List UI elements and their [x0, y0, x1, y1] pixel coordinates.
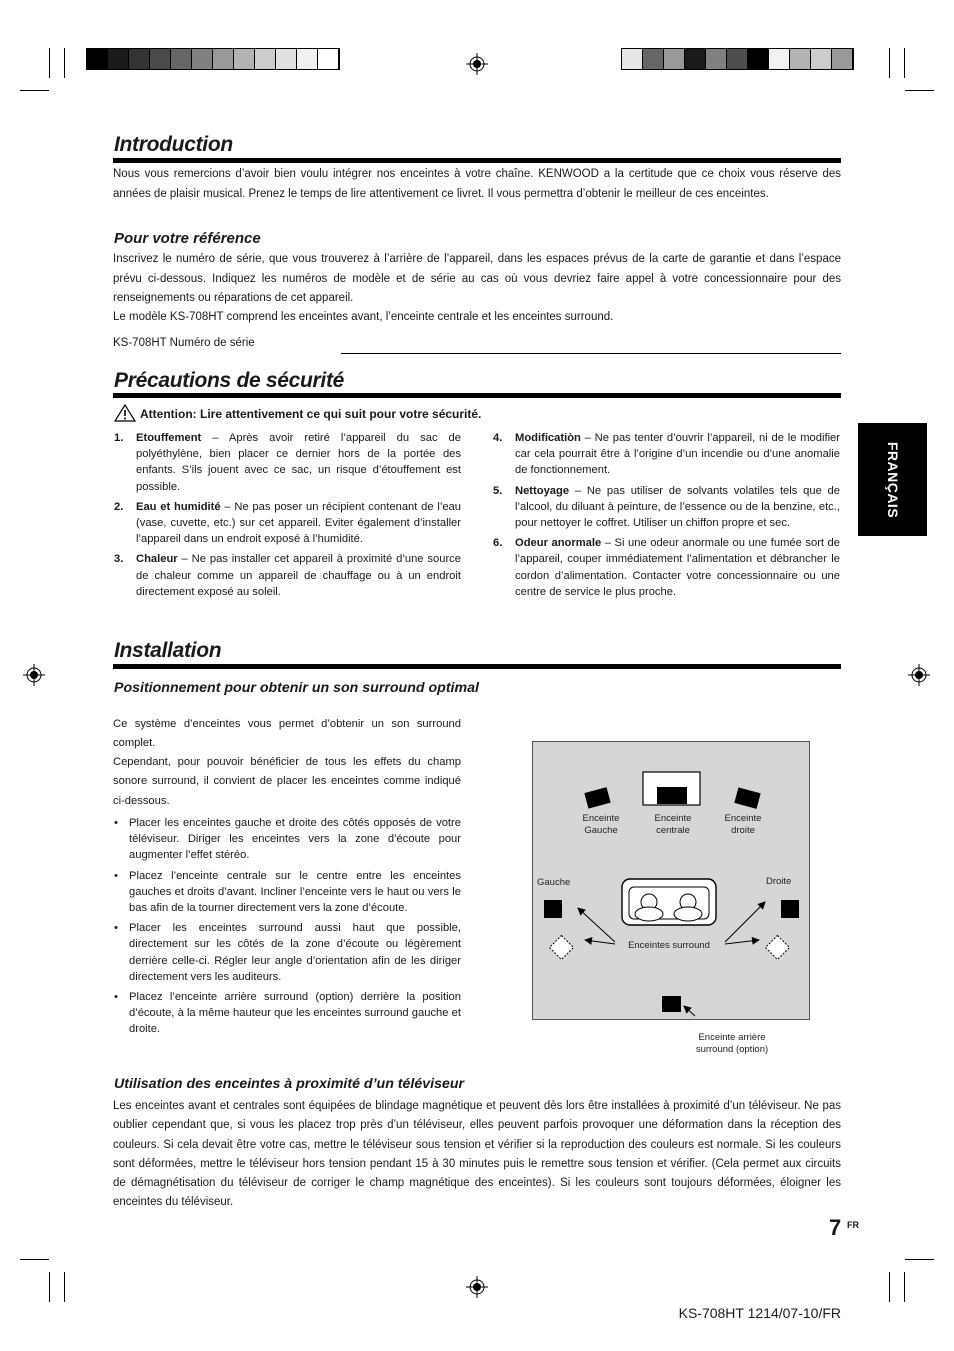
warning-triangle-icon [114, 404, 136, 422]
front-left-label-2: Gauche [584, 825, 618, 836]
section-rule [113, 393, 841, 398]
surround-left-speaker-icon [549, 935, 573, 959]
intro-title: Introduction [114, 133, 233, 156]
item-text: – Ne pas poser un récipient contenant de l’eau (vase, cuvette, etc.) sur cet appareil. Eviter également d’installer l’appareil dans un endroit exposé à l’humidité. [136, 500, 461, 546]
color-swatch [87, 49, 108, 69]
item-number: 5. [493, 484, 503, 497]
color-swatch [832, 49, 853, 69]
language-label: FRANÇAIS [884, 441, 901, 518]
item-term: Modificatiòn [515, 432, 581, 444]
bullet-item: • Placez l’enceinte arrière surround (option) derrière la position d’écoute, à la même hauteur que les enceintes surround gauche et droite. [113, 989, 461, 1038]
safety-item [493, 430, 840, 479]
color-swatch [706, 49, 727, 69]
surround-label: Enceintes surround [619, 940, 719, 952]
item-text: – Après avoir retiré l’appareil du sac de polyéthylène, bien placer ce dernier hors de la portée des enfants. S’ils jouent avec ce sac, un risque d’étouffement est possible. [136, 432, 461, 493]
color-swatch [790, 49, 811, 69]
color-swatch [318, 49, 339, 69]
color-swatch [213, 49, 234, 69]
safety-title: Précautions de sécurité [114, 369, 345, 392]
color-swatch [811, 49, 832, 69]
center-label-2: centrale [656, 825, 690, 836]
registration-mark-icon [23, 664, 45, 686]
color-swatch [276, 49, 297, 69]
item-number: 2. [114, 500, 124, 513]
page-number: 7 [829, 1215, 842, 1240]
positioning-bullets [113, 815, 461, 1042]
registration-mark-icon [466, 53, 488, 75]
front-right-label-2: droite [731, 825, 755, 836]
language-tab [858, 423, 927, 536]
rear-speaker-icon [662, 996, 681, 1012]
installation-title: Installation [114, 639, 222, 662]
front-left-speaker-icon [584, 787, 610, 808]
registration-mark-icon [908, 664, 930, 686]
center-label-1: Enceinte [654, 813, 692, 824]
item-text: – Ne pas utiliser de solvants volatiles tels que de l’alcool, du diluant à peinture, de l’essence ou de la benzine, etc., pour nettoyer le coffret. Utiliser un chiffon propre et sec. [515, 484, 840, 530]
item-number: 1. [114, 432, 124, 444]
item-term: Chaleur [136, 553, 178, 566]
section-rule [113, 664, 841, 669]
item-number: 6. [493, 537, 503, 550]
item-number: 4. [493, 432, 503, 444]
registration-mark-icon [466, 1276, 488, 1298]
safety-item [114, 430, 461, 495]
speaker-placement-diagram [532, 741, 810, 1020]
color-swatch [643, 49, 664, 69]
left-speaker-icon [544, 900, 562, 918]
color-swatch [129, 49, 150, 69]
item-text: – Si une odeur anormale ou une fumée sort de l’appareil, couper immédiatement l’alimentation et débrancher le cordon d’alimentation. Contacter votre concessionnaire ou une centre de service le plus proche. [515, 537, 841, 598]
surround-right-speaker-icon [765, 935, 789, 959]
bullet-item: • Placer les enceintes surround aussi haut que possible, directement sur les côtés de la zone d’écoute ou légèrement derrière celle-ci. Régler leur angle d’orientation afin de les diriger directement vers les auditeurs. [113, 920, 461, 985]
safety-item [493, 535, 840, 600]
reference-model: Le modèle KS-708HT comprend les enceintes avant, l’enceinte centrale et les enceintes surround. [113, 311, 614, 323]
serial-field-line [341, 353, 841, 354]
right-speaker-icon [781, 900, 799, 918]
item-text: – Ne pas tenter d’ouvrir l’appareil, ni de le modifier car cela pourrait être à l’origine d’un incendie ou d’une anomalie de fonctionnement. [515, 432, 840, 477]
item-term: Etouffement [136, 432, 202, 444]
color-bar-right [621, 48, 854, 70]
color-swatch [171, 49, 192, 69]
color-swatch [150, 49, 171, 69]
color-swatch [664, 49, 685, 69]
color-swatch [192, 49, 213, 69]
bullet-item: • Placer les enceintes gauche et droite des côtés opposés de votre téléviseur. Diriger les enceintes vers la zone d’écoute pour augmenter l’effet stéréo. [113, 815, 461, 864]
sofa-icon [622, 879, 716, 925]
positioning-para-1: Ce système d’enceintes vous permet d’obtenir un son surround complet. [113, 718, 461, 749]
attention-text: Attention: Lire attentivement ce qui suit pour votre sécurité. [140, 407, 482, 421]
front-left-label-1: Enceinte [582, 813, 620, 824]
right-label: Droite [766, 876, 792, 887]
color-swatch [622, 49, 643, 69]
item-term: Nettoyage [515, 484, 570, 497]
rear-label-1: Enceinte arrière [698, 1032, 766, 1043]
item-number: 3. [114, 553, 124, 566]
tv-section-body: Les enceintes avant et centrales sont équipées de blindage magnétique et peuvent dès lors être installées à proximité d’un téléviseur. Ne pas oublier cependant que, si vous les placez trop près d’un téléviseur, elles peuvent parfois provoquer une déformation dans la réception des couleurs. Si cela devait être votre cas, mettre le téléviseur sous tension et vérifier si la reproduction des couleurs est normale. Si les couleurs sont déformées, mettre le téléviseur hors tension pendant 15 à 30 minutes puis le remettre sous tension et vérifier. (Cela permet aux circuits de démagnétisation du téléviseur de corriger le champ magnétique des enceintes). Si les couleurs sont toujours déformées, éloigner les enceintes du téléviseur. [113, 1100, 841, 1209]
safety-item [493, 483, 840, 532]
front-right-speaker-icon [734, 787, 760, 808]
color-swatch [769, 49, 790, 69]
tv-section-title: Utilisation des enceintes à proximité d’un téléviseur [114, 1076, 465, 1092]
bullet-item: • Placez l’enceinte centrale sur le centre entre les enceintes gauches et droits d’avant. Incliner l’enceinte vers le haut ou vers le bas afin de la tourner directement vers la zone d’écoute. [113, 868, 461, 917]
intro-body: Nous vous remercions d’avoir bien voulu intégrer nos enceintes à votre chaîne. KENWOOD a la certitude que ce choix vous réserve des années de plaisir musical. Prenez le temps de lire attentivement ce livret. Il vous permettra d’obtenir le meilleur de ces enceintes. [113, 168, 841, 200]
page-language: FR [847, 1220, 859, 1230]
color-swatch [727, 49, 748, 69]
item-term: Eau et humidité [136, 500, 221, 513]
safety-list-left [114, 430, 461, 604]
positioning-para-2: Cependant, pour pouvoir bénéficier de tous les effets du champ sonore surround, il convient de placer les enceintes comme indiqué ci-dessous. [113, 756, 461, 807]
color-swatch [108, 49, 129, 69]
color-swatch [685, 49, 706, 69]
reference-body: Inscrivez le numéro de série, que vous trouverez à l’arrière de l’appareil, dans les espaces prévus de la carte de garantie et dans l’espace prévu ci-dessous. Indiquez les numéros de modèle et de série au cas où vous devriez faire appel à votre concessionnaire pour des renseignements ou réparations de cet appareil. [113, 253, 841, 305]
positioning-title: Positionnement pour obtenir un son surround optimal [114, 680, 479, 696]
rear-label-2: surround (option) [695, 1044, 769, 1055]
serial-label: KS-708HT Numéro de série [113, 337, 255, 349]
color-bar-left [86, 48, 340, 70]
section-rule [113, 158, 841, 163]
color-swatch [255, 49, 276, 69]
safety-item [114, 551, 461, 600]
safety-item [114, 499, 461, 548]
item-term: Odeur anormale [515, 537, 602, 550]
item-text: – Ne pas installer cet appareil à proximité d’une source de chaleur comme un appareil de chauffage ou à un endroit directement exposé au soleil. [136, 553, 461, 598]
color-swatch [234, 49, 255, 69]
color-swatch [297, 49, 318, 69]
document-code: KS-708HT 1214/07-10/FR [678, 1305, 841, 1321]
left-label: Gauche [537, 877, 571, 888]
reference-title: Pour votre référence [114, 230, 261, 247]
color-swatch [748, 49, 769, 69]
front-right-label-1: Enceinte [724, 813, 762, 824]
safety-list-right [493, 430, 840, 604]
